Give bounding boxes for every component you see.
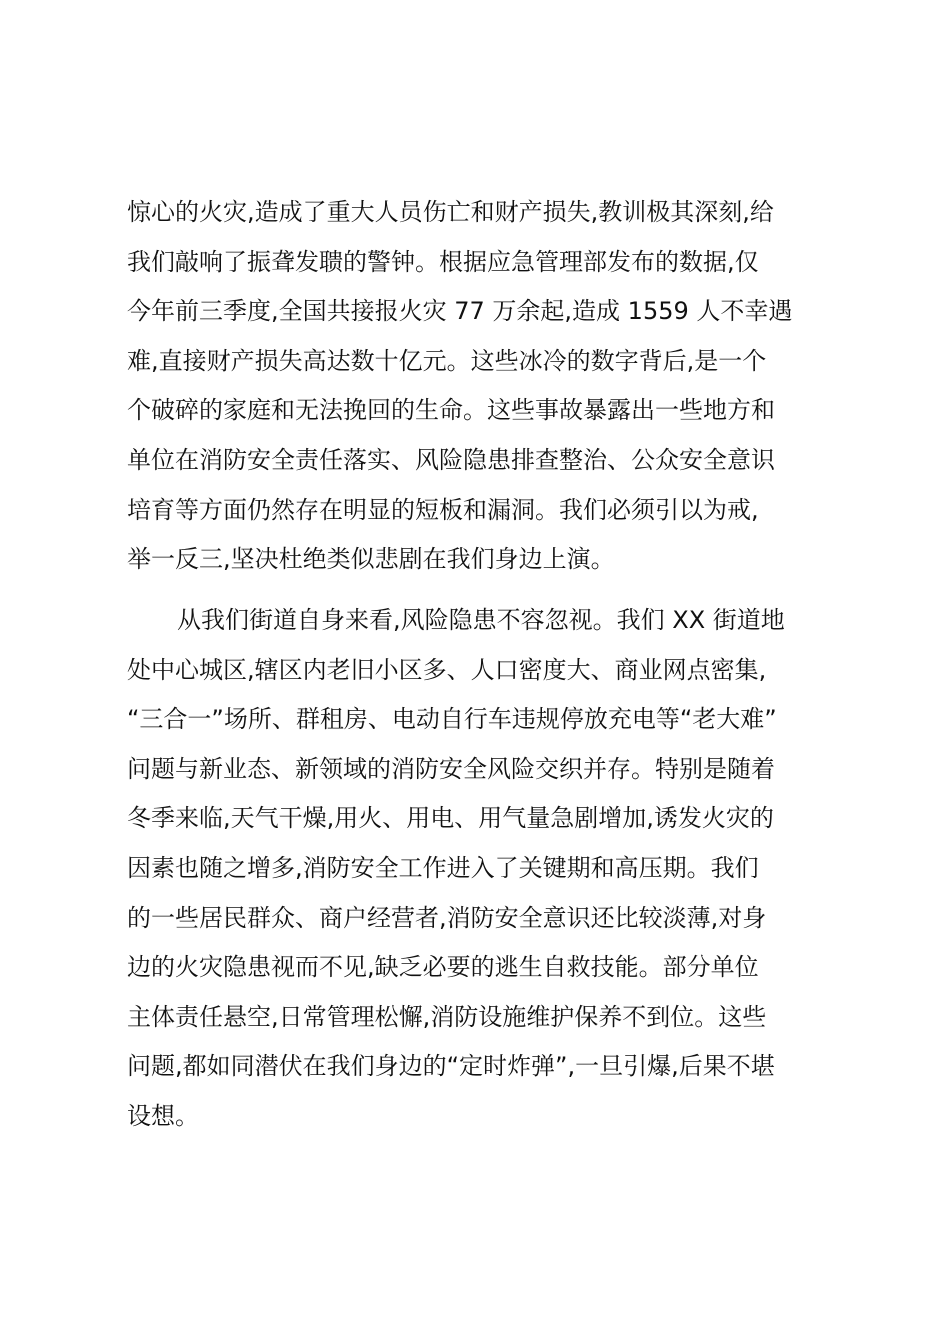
text-line: 个破碎的家庭和无法挽回的生命。这些事故暴露出一些地方和 bbox=[127, 396, 775, 425]
text-line: 举一反三,坚决杜绝类似悲剧在我们身边上演。 bbox=[127, 545, 615, 574]
text-line: 惊心的火灾,造成了重大人员伤亡和财产损失,教训极其深刻,给 bbox=[127, 198, 774, 226]
text-line: 今年前三季度,全国共接报火灾 77 万余起,造成 1559 人不幸遇 bbox=[127, 297, 793, 326]
text-line: 难,直接财产损失高达数十亿元。这些冰冷的数字背后,是一个 bbox=[127, 346, 767, 375]
text-line: 主体责任悬空,日常管理松懈,消防设施维护保养不到位。这些 bbox=[127, 1002, 767, 1031]
paragraph-2 bbox=[127, 596, 832, 1142]
paragraph-1 bbox=[127, 188, 832, 585]
text-line: 处中心城区,辖区内老旧小区多、人口密度大、商业网点密集, bbox=[127, 655, 767, 684]
text-line: 冬季来临,天气干燥,用火、用电、用气量急剧增加,诱发火灾的 bbox=[127, 804, 774, 833]
text-line: 的一些居民群众、商户经营者,消防安全意识还比较淡薄,对身 bbox=[127, 903, 767, 932]
text-line: 因素也随之增多,消防安全工作进入了关键期和高压期。我们 bbox=[127, 853, 759, 882]
text-line: 边的火灾隐患视而不见,缺乏必要的逃生自救技能。部分单位 bbox=[127, 953, 759, 982]
text-line: 问题,都如同潜伏在我们身边的“定时炸弹”,一旦引爆,后果不堪 bbox=[127, 1052, 775, 1081]
text-line-first: 从我们街道自身来看,风险隐患不容忽视。我们 XX 街道地 bbox=[177, 606, 785, 634]
text-line: “三合一”场所、群租房、电动自行车违规停放充电等“老大难” bbox=[127, 705, 777, 734]
text-line: 培育等方面仍然存在明显的短板和漏洞。我们必须引以为戒, bbox=[127, 495, 759, 524]
text-line: 我们敲响了振聋发聩的警钟。根据应急管理部发布的数据,仅 bbox=[127, 247, 759, 276]
text-line: 设想。 bbox=[127, 1101, 199, 1130]
text-line: 问题与新业态、新领域的消防安全风险交织并存。特别是随着 bbox=[127, 754, 775, 783]
text-line: 单位在消防安全责任落实、风险隐患排查整治、公众安全意识 bbox=[127, 445, 775, 474]
